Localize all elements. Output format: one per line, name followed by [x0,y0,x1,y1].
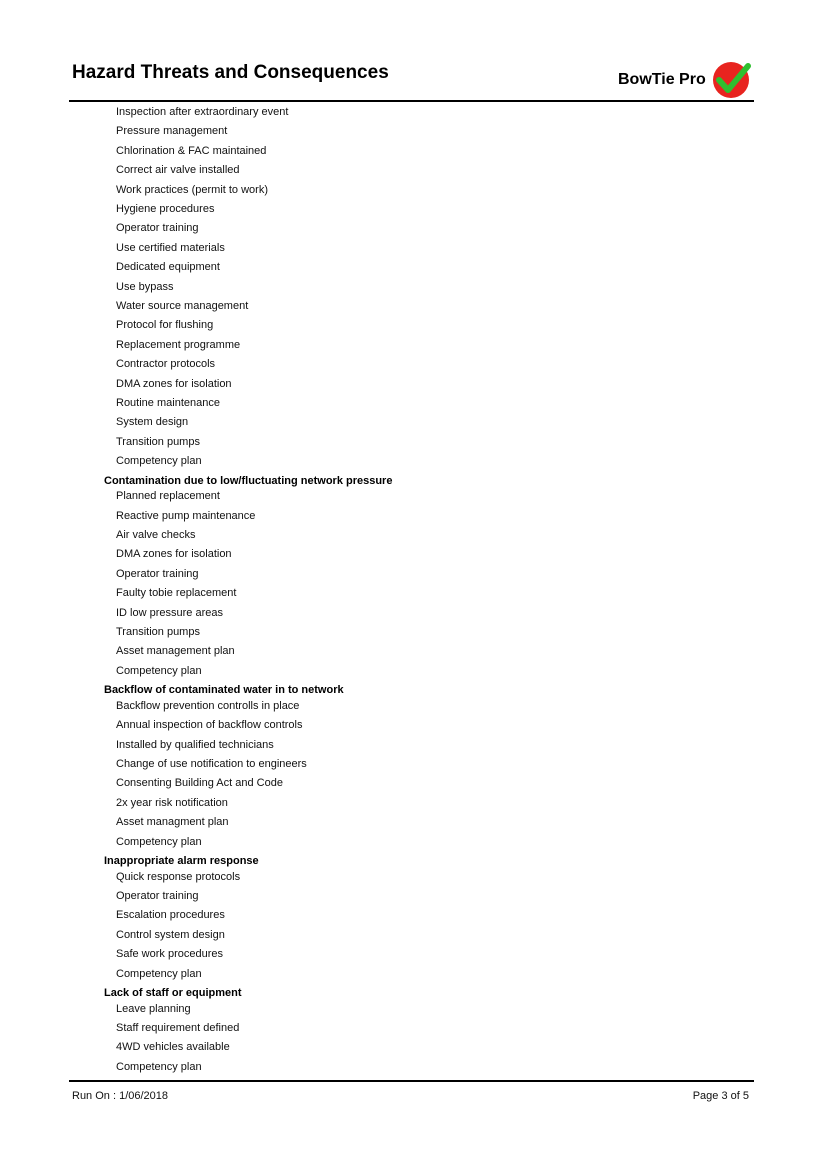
barrier-item: Competency plan [116,664,202,677]
barrier-item: Water source management [116,300,249,312]
barrier-item: DMA zones for isolation [116,377,232,390]
barrier-item: Staff requirement defined [116,1022,240,1034]
barrier-item: Operator training [116,222,199,235]
barrier-item: Use bypass [116,280,174,293]
barrier-item: Chlorination & FAC maintained [116,144,267,157]
barrier-item: 4WD vehicles available [116,1041,230,1054]
barrier-item: ID low pressure areas [116,606,223,619]
barrier-item: Leave planning [116,1002,191,1015]
barrier-item: Control system design [116,928,225,941]
footer-divider [69,1080,754,1082]
header-divider [69,100,754,102]
barrier-item: Escalation procedures [116,909,225,922]
barrier-item: 2x year risk notification [116,796,228,809]
barrier-item: Consenting Building Act and Code [116,777,283,790]
barrier-item: Contractor protocols [116,358,216,371]
threat-heading: Backflow of contaminated water in to network [104,684,344,697]
page-number: Page 3 of 5 [692,1090,749,1102]
barrier-item: Routine maintenance [116,397,220,409]
barrier-item: Dedicated equipment [116,261,220,274]
barrier-item: Inspection after extraordinary event [116,106,289,118]
barrier-item: Protocol for flushing [116,319,214,332]
barrier-item: Reactive pump maintenance [116,509,256,522]
barrier-item: Use certified materials [116,241,225,254]
barrier-item: Planned replacement [116,490,220,503]
page-title: Hazard Threats and Consequences [72,62,389,83]
brand-name: BowTie Pro [618,71,706,88]
barrier-item: Quick response protocols [116,870,241,883]
barrier-item: Air valve checks [116,529,196,541]
brand [618,60,752,100]
barrier-item: Asset managment plan [116,816,229,829]
barrier-item: Faulty tobie replacement [116,587,237,600]
threat-heading: Lack of staff or equipment [104,987,242,999]
barrier-item: Asset management plan [116,645,235,658]
barrier-item: System design [116,416,189,429]
barrier-item: Safe work procedures [116,948,223,961]
barrier-item: Competency plan [116,835,202,848]
barrier-item: Replacement programme [116,338,241,351]
checkmark-logo-icon [712,60,752,100]
barrier-item: Transition pumps [116,435,200,448]
threat-heading: Contamination due to low/fluctuating network pressure [104,474,393,487]
barrier-item: Annual inspection of backflow controls [116,719,303,732]
barrier-item: Work practices (permit to work) [116,183,268,196]
barrier-item: Competency plan [116,967,202,980]
barrier-item: Pressure management [116,125,228,138]
barrier-item: Operator training [116,567,199,580]
threat-heading: Inappropriate alarm response [104,855,259,867]
barrier-item: Operator training [116,890,199,902]
barrier-item: Hygiene procedures [116,203,215,215]
barrier-item: Change of use notification to engineers [116,758,307,770]
barrier-item: Transition pumps [116,626,200,638]
barrier-item: Backflow prevention controlls in place [116,699,300,712]
barrier-item: DMA zones for isolation [116,548,232,561]
run-date: Run On : 1/06/2018 [72,1090,169,1102]
barrier-item: Correct air valve installed [116,164,240,177]
barrier-item: Competency plan [116,455,202,468]
barrier-item: Installed by qualified technicians [116,738,274,751]
barrier-item: Competency plan [116,1060,202,1073]
